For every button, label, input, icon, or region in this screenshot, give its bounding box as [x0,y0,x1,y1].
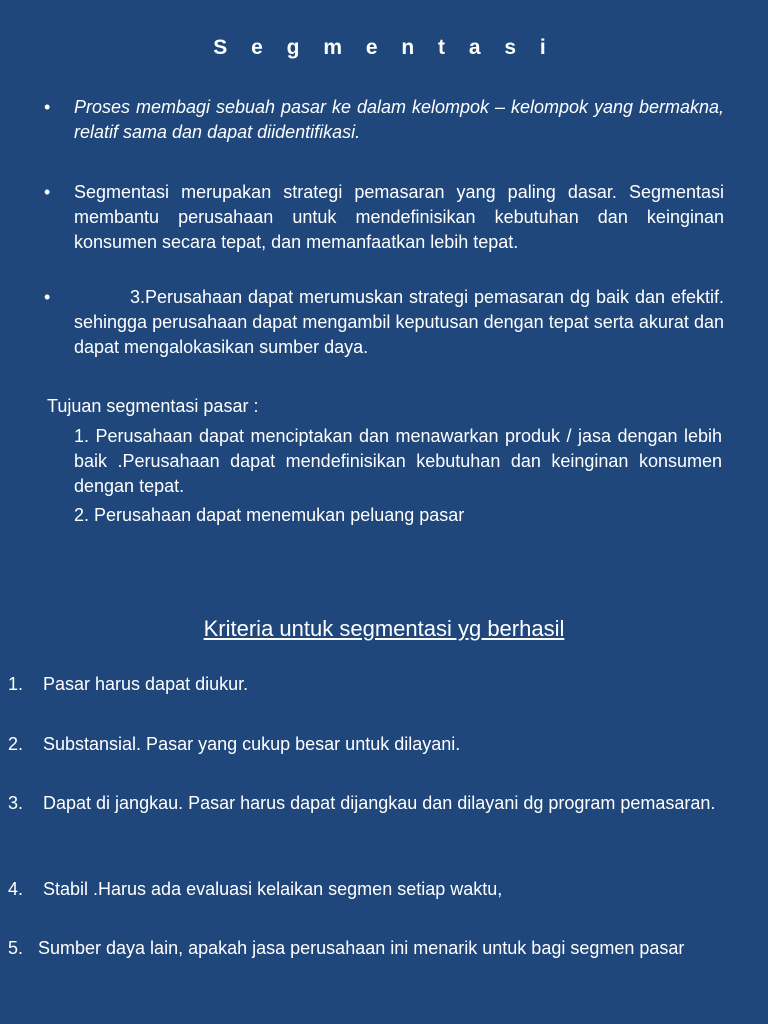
bullet-text: 3.Perusahaan dapat merumuskan strategi pemasaran dg baik dan efektif. sehingga perusahaan dapat mengambil keputusan dengan tepat serta akurat dan dapat mengalokasikan sumber daya. [74,287,724,357]
kriteria-number: 2. [8,734,24,754]
bullet-item-benefit [44,285,724,360]
kriteria-item [8,731,748,758]
kriteria-item [8,935,748,962]
kriteria-number: 3. [8,793,24,813]
kriteria-text: Pasar harus dapat diukur. [43,674,249,694]
kriteria-heading: Kriteria untuk segmentasi yg berhasil [203,616,565,641]
slide-title: S e g m e n t a s i [213,36,555,59]
kriteria-text: Sumber daya lain, apakah jasa perusahaan ini menarik untuk bagi segmen pasar [38,938,685,958]
tujuan-item-2: 2. Perusahaan dapat menemukan peluang pasar [74,505,465,525]
kriteria-text: Dapat di jangkau. Pasar harus dapat dijangkau dan dilayani dg program pemasaran. [43,793,716,813]
bullet-text: Proses membagi sebuah pasar ke dalam kelompok – kelompok yang bermakna, relatif sama dan dapat diidentifikasi. [74,97,724,142]
kriteria-number: 5. [8,938,24,958]
kriteria-text: Substansial. Pasar yang cukup besar untuk dilayani. [43,734,461,754]
bullet-item-definition [44,95,724,145]
bullet-text: Segmentasi merupakan strategi pemasaran yang paling dasar. Segmentasi membantu perusahaan untuk mendefinisikan kebutuhan dan keinginan konsumen secara tepat, dan memanfaatkan lebih tepat. [74,182,724,252]
kriteria-number: 1. [8,674,24,694]
kriteria-number: 4. [8,879,24,899]
tujuan-item-1: 1. Perusahaan dapat menciptakan dan menawarkan produk / jasa dengan lebih baik .Perusahaan dapat mendefinisikan kebutuhan dan keinginan konsumen dengan tepat. [74,426,722,496]
bullet-icon: • [44,182,51,202]
bullet-icon: • [44,97,51,117]
tujuan-heading: Tujuan segmentasi pasar : [47,396,259,416]
kriteria-item [8,671,748,698]
bullet-item-strategy [44,180,724,255]
kriteria-item [8,790,748,817]
kriteria-text: Stabil .Harus ada evaluasi kelaikan segmen setiap waktu, [43,879,503,899]
bullet-icon: • [44,287,51,307]
kriteria-item [8,876,748,903]
